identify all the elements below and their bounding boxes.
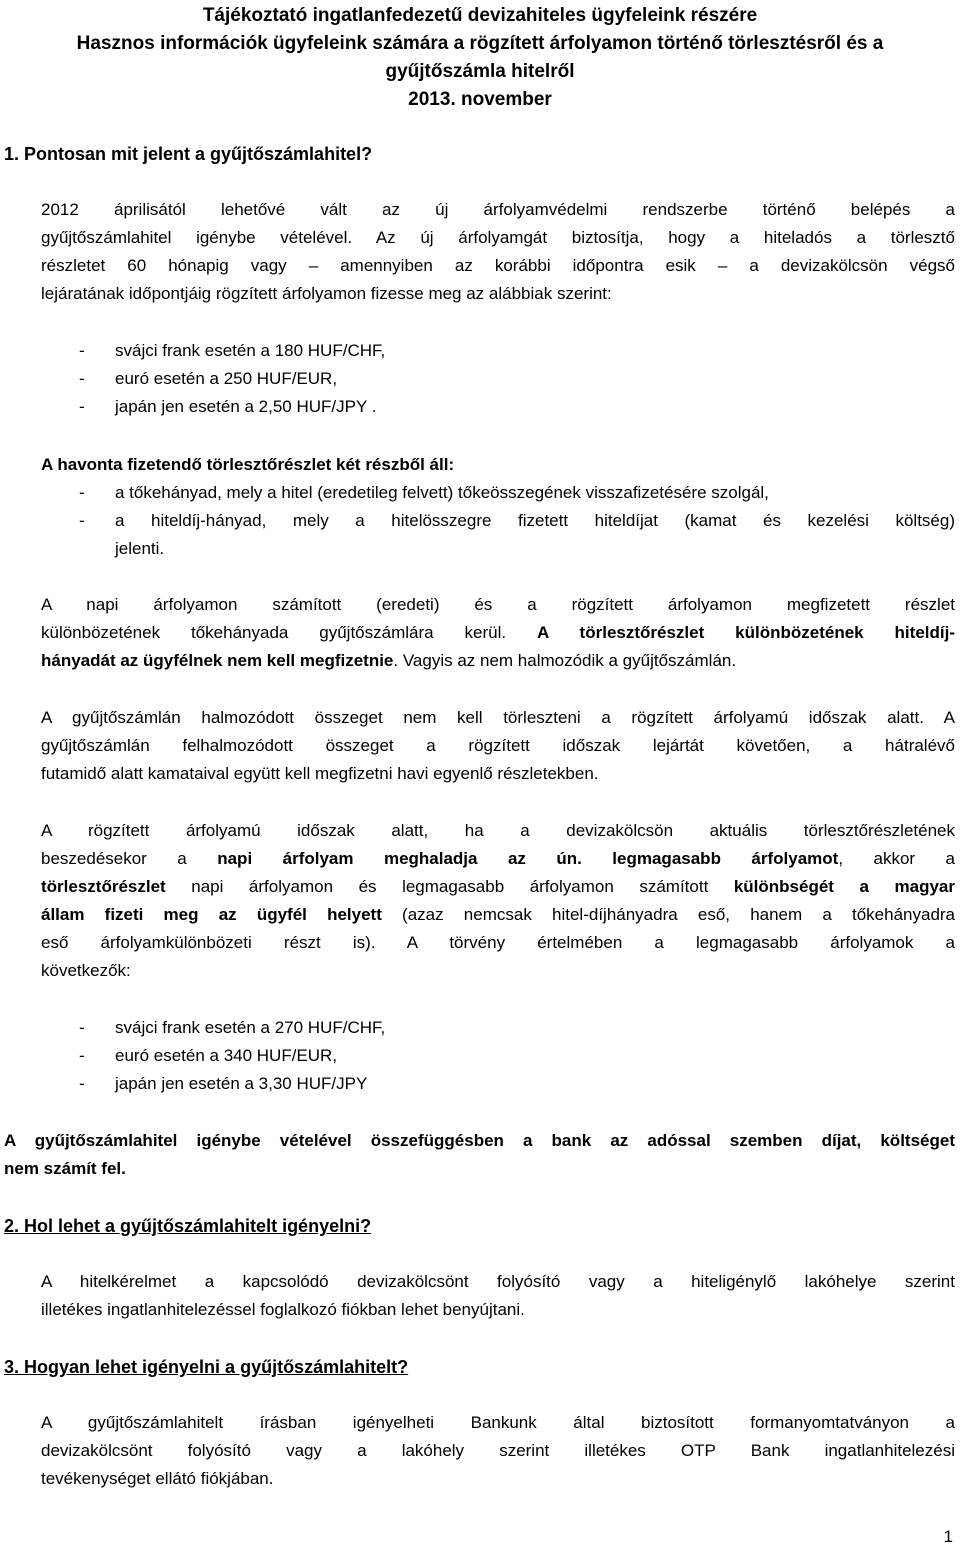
list-item: - japán jen esetén a 2,50 HUF/JPY . xyxy=(79,397,377,416)
section3-heading: 3. Hogyan lehet igényelni a gyűjtőszámlahitelt? xyxy=(4,1357,409,1377)
installment-heading: A havonta fizetendő törlesztőrészlet két részből áll: xyxy=(41,455,455,474)
paragraph-line: különbözetének tőkehányada gyűjtőszámlára kerül. A törlesztőrészlet különbözetének hiteldíj- xyxy=(41,623,955,642)
list-item: - svájci frank esetén a 180 HUF/CHF, xyxy=(79,341,386,360)
paragraph-line: A gyűjtőszámlahitel igénybe vételével összefüggésben a bank az adóssal szemben díjat, költséget xyxy=(4,1131,955,1150)
paragraph-line: következők: xyxy=(41,961,131,980)
header-date: 2013. november xyxy=(408,89,552,110)
paragraph-line: lejáratának időpontjáig rögzített árfolyamon fizesse meg az alábbiak szerint: xyxy=(41,284,612,303)
max-rate-list xyxy=(41,1014,955,1098)
section1-paragraph3 xyxy=(41,704,955,788)
paragraph-line: A napi árfolyamon számított (eredeti) és a rögzített árfolyamon megfizetett részlet xyxy=(41,595,955,614)
list-item: - svájci frank esetén a 270 HUF/CHF, xyxy=(79,1018,386,1037)
paragraph-line: A gyűjtőszámlahitelt írásban igényelheti Bankunk által biztosított formanyomtatványon a xyxy=(41,1413,955,1432)
paragraph-line: tevékenységet ellátó fiókjában. xyxy=(41,1469,274,1488)
list-item-line: jelenti. xyxy=(115,539,165,558)
page-number: 1 xyxy=(943,1527,953,1546)
paragraph-line: állam fizeti meg az ügyfél helyett (azaz nemcsak hitel-díjhányadra eső, hanem a tőkehányadra xyxy=(41,905,956,924)
section2-heading: 2. Hol lehet a gyűjtőszámlahitelt igényelni? xyxy=(4,1216,372,1236)
paragraph-line: gyűjtőszámlahitel igénybe vételével. Az új árfolyamgát biztosítja, hogy a hiteladós a törlesztő xyxy=(41,228,955,247)
paragraph-line: illetékes ingatlanhitelezéssel foglalkozó fiókban lehet benyújtani. xyxy=(41,1300,525,1319)
list-item: - euró esetén a 250 HUF/EUR, xyxy=(79,369,338,388)
paragraph-line: futamidő alatt kamataival együtt kell megfizetni havi egyenlő részletekben. xyxy=(41,764,599,783)
list-item: - a hiteldíj-hányad, mely a hitelösszegre fizetett hiteldíjat (kamat és kezelési költség) jelenti. xyxy=(41,507,955,563)
paragraph-line: A gyűjtőszámlán halmozódott összeget nem kell törleszteni a rögzített árfolyamú időszak alatt. A xyxy=(41,708,955,727)
paragraph-line: hányadát az ügyfélnek nem kell megfizetnie. Vagyis az nem halmozódik a gyűjtőszámlán. xyxy=(41,651,737,670)
paragraph-line: törlesztőrészlet napi árfolyamon és legmagasabb árfolyamon számított különbségét a magyar xyxy=(41,877,955,896)
installment-list xyxy=(41,479,955,563)
paragraph-line: A rögzített árfolyamú időszak alatt, ha a devizakölcsön aktuális törlesztőrészletének xyxy=(41,821,955,840)
section1-paragraph2 xyxy=(41,591,955,675)
paragraph-line: részletet 60 hónapig vagy – amennyiben az korábbi időpontra esik – a devizakölcsön végső xyxy=(41,256,955,275)
paragraph-line: nem számít fel. xyxy=(4,1159,126,1178)
fixed-rate-list xyxy=(41,337,955,421)
paragraph-line: gyűjtőszámlán felhalmozódott összeget a rögzített időszak lejártát követően, a hátralévő xyxy=(41,736,955,755)
paragraph-line: beszedésekor a napi árfolyam meghaladja az ún. legmagasabb árfolyamot, akkor a xyxy=(41,849,955,868)
header-subtitle-line1: Hasznos információk ügyfeleink számára a rögzített árfolyamon történő törlesztésről és a xyxy=(76,33,884,54)
header-subtitle-line2: gyűjtőszámla hitelről xyxy=(385,61,575,82)
header-title: Tájékoztató ingatlanfedezetű devizahiteles ügyfeleink részére xyxy=(202,5,758,26)
document-header xyxy=(0,2,960,114)
section1-paragraph4 xyxy=(41,817,955,985)
fee-note xyxy=(4,1127,955,1183)
list-item: - a tőkehányad, mely a hitel (eredetileg felvett) tőkeösszegének visszafizetésére szolgál, xyxy=(79,483,769,502)
list-item-line: a hiteldíj-hányad, mely a hitelösszegre fizetett hiteldíjat (kamat és kezelési költség) xyxy=(115,511,955,530)
paragraph-line: A hitelkérelmet a kapcsolódó devizakölcsönt folyósító vagy a hiteligénylő lakóhelye szerint xyxy=(41,1272,955,1291)
paragraph-line: eső árfolyamkülönbözeti részt is). A törvény értelmében a legmagasabb árfolyamok a xyxy=(41,933,955,952)
list-item: - euró esetén a 340 HUF/EUR, xyxy=(79,1046,338,1065)
paragraph-line: devizakölcsönt folyósító vagy a lakóhely szerint illetékes OTP Bank ingatlanhitelezési xyxy=(41,1441,955,1460)
section2-paragraph xyxy=(41,1268,955,1324)
section1-paragraph1 xyxy=(41,196,955,308)
section3-paragraph xyxy=(41,1409,955,1493)
paragraph-line: 2012 áprilisától lehetővé vált az új árfolyamvédelmi rendszerbe történő belépés a xyxy=(41,200,955,219)
list-item: - japán jen esetén a 3,30 HUF/JPY xyxy=(79,1074,368,1093)
section1-heading: 1. Pontosan mit jelent a gyűjtőszámlahitel? xyxy=(4,144,373,164)
